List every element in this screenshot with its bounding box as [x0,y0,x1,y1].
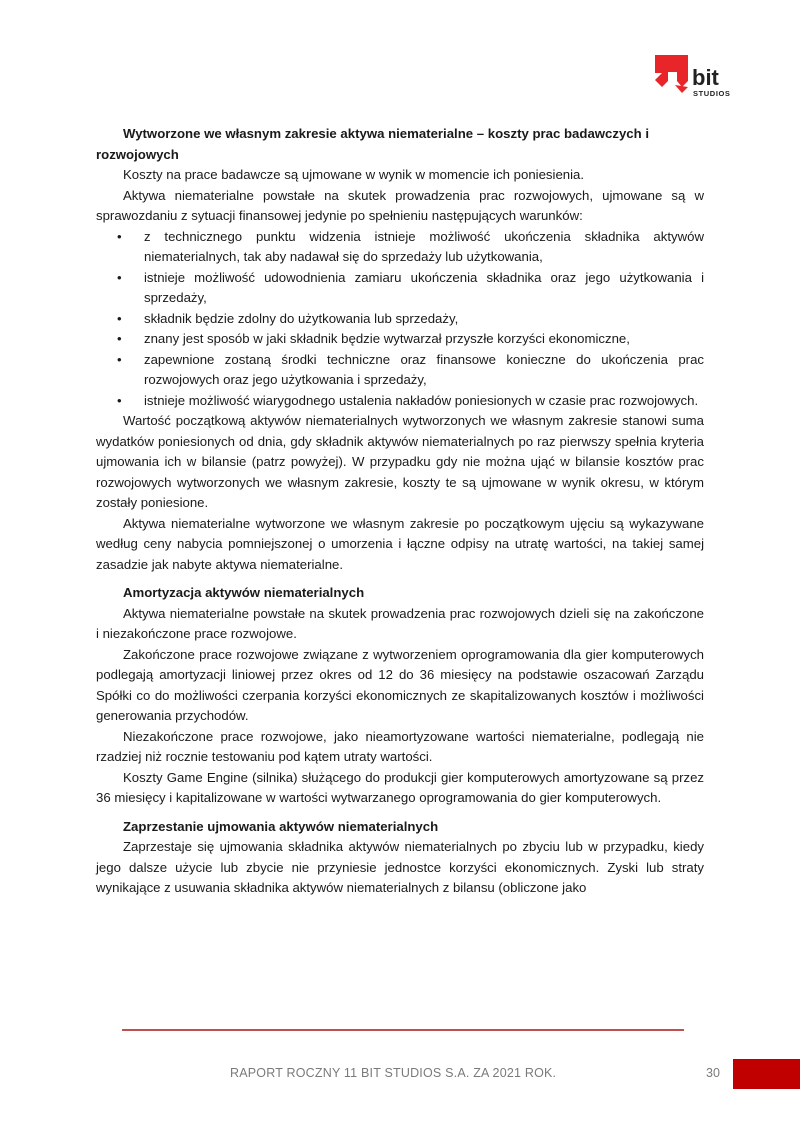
paragraph: Koszty na prace badawcze są ujmowane w wynik w momencie ich poniesienia. [123,167,585,182]
section-heading-amortization: Amortyzacja aktywów niematerialnych [123,585,365,600]
bullet-icon: • [117,310,122,326]
footer-report-title: RAPORT ROCZNY 11 BIT STUDIOS S.A. ZA 2021 ROK. [230,1066,557,1080]
paragraph: Koszty Game Engine (silnika) służącego do produkcji gier komputerowych amortyzowane są przez 36 miesięcy i kapitalizowane w wartości wytwarzanego oprogramowania do gier komputerowych. [96,769,704,805]
list-item: • zapewnione zostaną środki techniczne oraz finansowe konieczne do ukończenia prac rozwojowych oraz jego użytkowania i sprzedaży, [117,351,704,387]
paragraph: Zakończone prace rozwojowe związane z wytworzeniem oprogramowania dla gier komputerowych podlegają amortyzacji liniowej przez okres od 12 do 36 miesięcy na podstawie oszacowań Zarządu Spółki co do możliwości czerpania korzyści ekonomicznych ze skapitalizowanych kosztów i możliwości generowania przychodów. [96,646,704,723]
list-item: • z technicznego punktu widzenia istnieje możliwość ukończenia składnika aktywów niematerialnych, tak aby nadawał się do sprzedaży lub użytkowania, [117,228,704,264]
page-number: 30 [706,1066,720,1080]
bullet-icon: • [117,269,122,285]
bullet-icon: • [117,228,122,244]
section-heading-rd-assets: Wytworzone we własnym zakresie aktywa niematerialne – koszty prac badawczych i rozwojowych [96,126,650,162]
paragraph: Niezakończone prace rozwojowe, jako nieamortyzowane wartości niematerialne, podlegają nie rzadziej niż rocznie testowaniu pod kątem utraty wartości. [96,728,704,764]
svg-text:bit: bit [692,65,719,90]
bullet-icon: • [117,392,122,408]
paragraph: Aktywa niematerialne powstałe na skutek prowadzenia prac rozwojowych, ujmowane są w sprawozdaniu z sytuacji finansowej jedynie po spełnieniu następujących warunków: [96,187,704,223]
list-item: • znany jest sposób w jaki składnik będzie wytwarzał przyszłe korzyści ekonomiczne, [96,329,704,350]
paragraph: Aktywa niematerialne powstałe na skutek prowadzenia prac rozwojowych dzieli się na zakończone i niezakończone prace rozwojowe. [96,605,704,641]
footer-divider [122,1029,684,1031]
paragraph: Aktywa niematerialne wytworzone we własnym zakresie po początkowym ujęciu są wykazywane według ceny nabycia pomniejszonej o umorzenia i łączne odpisy na utratę wartości, na takiej samej zasadzie jak nabyte aktywa niematerialne. [96,515,704,572]
paragraph: Zaprzestaje się ujmowania składnika aktywów niematerialnych po zbyciu lub w przypadku, kiedy jego dalsze użycie lub zbycie nie przyniesie jednostce korzyści ekonomicznych. Zyski lub straty wynikające z usuwania składnika aktywów niematerialnych z bilansu (obliczone jako [96,839,704,895]
bullet-icon: • [117,351,122,367]
conditions-list [96,227,704,412]
list-item: • istnieje możliwość udowodnienia zamiaru ukończenia składnika oraz jego użytkowania i sprzedaży, [117,269,704,305]
section-heading-derecognition: Zaprzestanie ujmowania aktywów niematerialnych [123,818,439,834]
bullet-icon: • [117,331,122,346]
11-bit-studios-logo-icon [655,55,737,100]
company-logo [655,55,737,100]
list-item: • składnik będzie zdolny do użytkowania lub sprzedaży, [96,309,704,330]
paragraph: Wartość początkową aktywów niematerialnych wytworzonych we własnym zakresie stanowi suma wydatków poniesionych od dnia, gdy składnik aktywów niematerialnych po raz pierwszy spełnia kryteria ujmowania ich w bilansie (patrz powyżej). W przypadku gdy nie można ująć w bilansie kosztów prac rozwojowych wytworzonych we własnym zakresie, koszty te są ujmowane w wynik okresu, w którym zostały poniesione. [96,413,704,510]
list-item: • istnieje możliwość wiarygodnego ustalenia nakładów poniesionych w czasie prac rozwojowych. [96,391,704,412]
document-body [96,124,704,899]
svg-text:STUDIOS: STUDIOS [693,89,731,98]
footer-accent-block [733,1059,800,1089]
